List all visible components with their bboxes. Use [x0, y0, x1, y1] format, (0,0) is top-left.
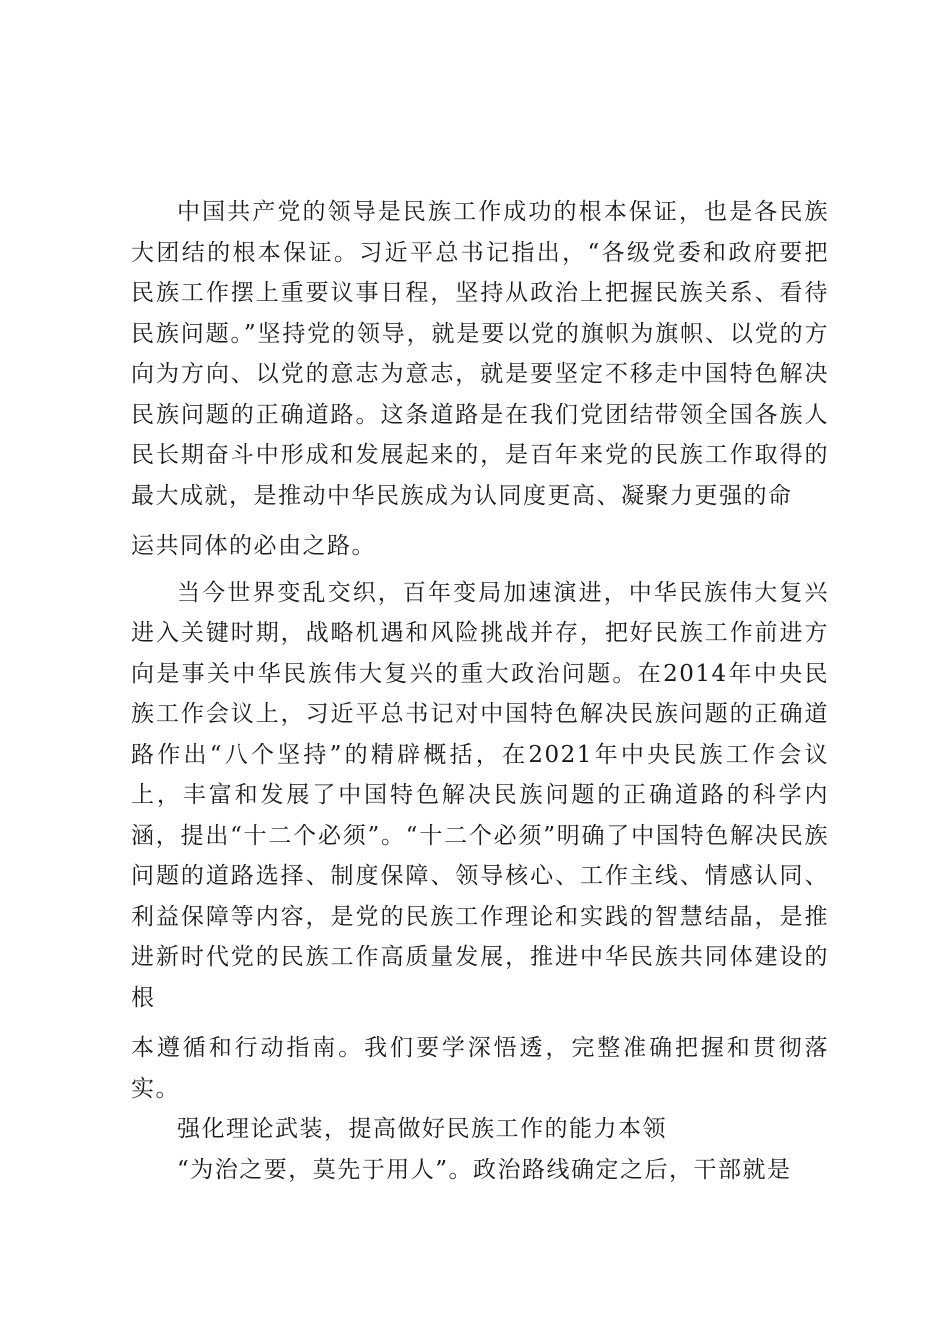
paragraph-tail: 本遵循和行动指南。我们要学深悟透，完整准确把握和贯彻落实。	[131, 1035, 829, 1102]
section-heading: 强化理论武装，提高做好民族工作的能力本领	[177, 1116, 667, 1142]
paragraph-tail: 运共同体的必由之路。	[131, 533, 376, 559]
paragraph-twelve-musts	[131, 573, 829, 1110]
document-body	[131, 192, 829, 1190]
paragraph-cadres: “为治之要，莫先于用人”。政治路线确定之后，干部就是	[177, 1156, 792, 1183]
paragraph-text: 当今世界变乱交织，百年变局加速演进，中华民族伟大复兴进入关键时期，战略机遇和风险挑战并存，把好民族工作前进方向是事关中华民族伟大复兴的重大政治问题。在2014年中央民族工作会议上，习近平总书记对中国特色解决民族问题的正确道路作出“八个坚持”的精辟概括，在2021年中央民族工作会议上，丰富和发展了中国特色解决民族问题的正确道路的科学内涵，提出“十二个必须”。“十二个必须”明确了中国特色解决民族问题的道路选择、制度保障、领导核心、工作主线、情感认同、利益保障等内容，是党的民族工作理论和实践的智慧结晶，是推进新时代党的民族工作高质量发展，推进中华民族共同体建设的根	[131, 579, 829, 1011]
paragraph-text: 中国共产党的领导是民族工作成功的根本保证，也是各民族大团结的根本保证。习近平总书记指出，“各级党委和政府要把民族工作摆上重要议事日程，坚持从政治上把握民族关系、看待民族问题。”坚持党的领导，就是要以党的旗帜为旗帜、以党的方向为方向、以党的意志为意志，就是要坚定不移走中国特色解决民族问题的正确道路。这条道路是在我们党团结带领全国各族人民长期奋斗中形成和发展起来的，是百年来党的民族工作取得的最大成就，是推动中华民族成为认同度更高、凝聚力更强的命	[131, 199, 829, 509]
paragraph-party-leadership	[131, 192, 829, 567]
